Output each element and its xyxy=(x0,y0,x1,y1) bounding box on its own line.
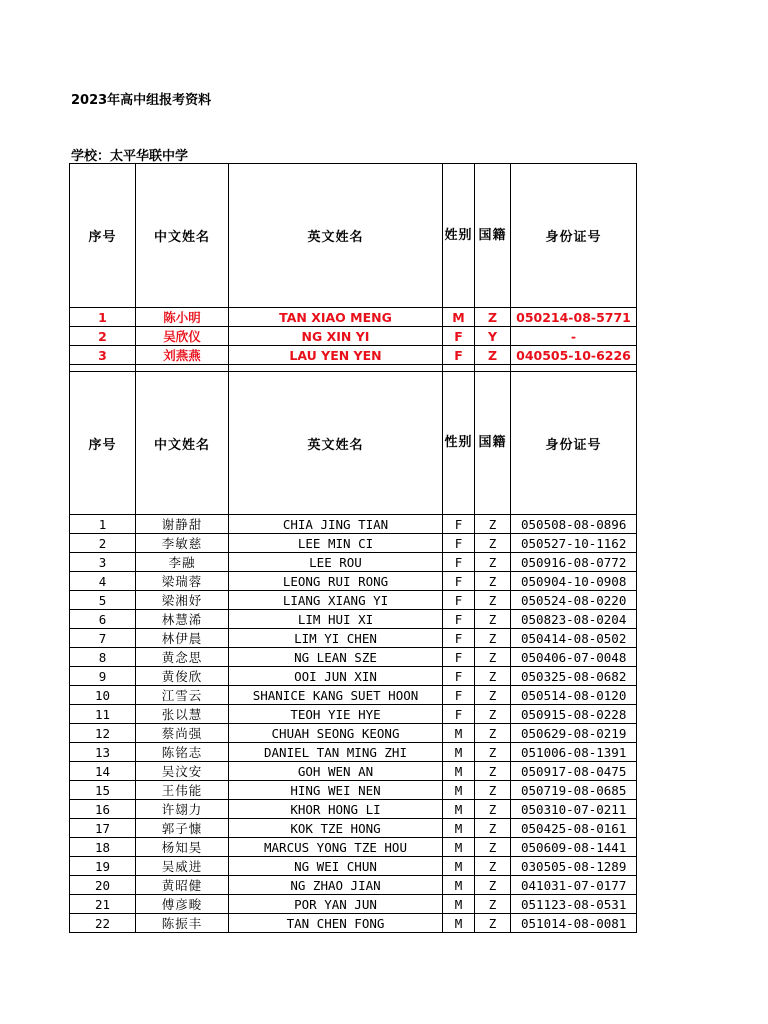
chinese-name-cell: 吴欣仪 xyxy=(136,327,229,346)
table-row xyxy=(70,724,637,743)
nationality-cell: Z xyxy=(475,724,511,743)
row-number-cell: 15 xyxy=(70,781,136,800)
gender-cell: M xyxy=(443,762,475,781)
ic-number-cell: 050524-08-0220 xyxy=(511,591,637,610)
nationality-cell: Z xyxy=(475,572,511,591)
english-name-cell: NG LEAN SZE xyxy=(229,648,443,667)
table-row xyxy=(70,705,637,724)
table-row xyxy=(70,819,637,838)
gender-cell: F xyxy=(443,534,475,553)
row-number-cell: 18 xyxy=(70,838,136,857)
gender-cell: F xyxy=(443,686,475,705)
nationality-cell: Z xyxy=(475,648,511,667)
header-ic: 身份证号 xyxy=(511,164,637,308)
chinese-name-cell: 江雪云 xyxy=(136,686,229,705)
gender-cell: M xyxy=(443,857,475,876)
highlighted-rows xyxy=(70,308,637,365)
student-table xyxy=(69,371,637,933)
nationality-cell: Z xyxy=(475,346,511,365)
ic-number-cell: 050414-08-0502 xyxy=(511,629,637,648)
chinese-name-cell: 刘燕燕 xyxy=(136,346,229,365)
gender-cell: F xyxy=(443,327,475,346)
ic-number-cell: 050310-07-0211 xyxy=(511,800,637,819)
table-row xyxy=(70,610,637,629)
nationality-cell: Z xyxy=(475,857,511,876)
english-name-cell: KHOR HONG LI xyxy=(229,800,443,819)
table-row xyxy=(70,895,637,914)
header-no: 序号 xyxy=(70,372,136,515)
nationality-cell: Z xyxy=(475,838,511,857)
table-row xyxy=(70,876,637,895)
row-number-cell: 7 xyxy=(70,629,136,648)
chinese-name-cell: 郭子慷 xyxy=(136,819,229,838)
gender-cell: F xyxy=(443,515,475,534)
chinese-name-cell: 张以慧 xyxy=(136,705,229,724)
ic-number-cell: 050325-08-0682 xyxy=(511,667,637,686)
nationality-cell: Z xyxy=(475,515,511,534)
chinese-name-cell: 王伟能 xyxy=(136,781,229,800)
row-number-cell: 8 xyxy=(70,648,136,667)
header-gender: 性别 xyxy=(443,372,475,515)
row-number-cell: 6 xyxy=(70,610,136,629)
header-ic: 身份证号 xyxy=(511,372,637,515)
nationality-cell: Z xyxy=(475,686,511,705)
gender-cell: F xyxy=(443,572,475,591)
table-row xyxy=(70,515,637,534)
english-name-cell: NG ZHAO JIAN xyxy=(229,876,443,895)
english-name-cell: OOI JUN XIN xyxy=(229,667,443,686)
row-number-cell: 10 xyxy=(70,686,136,705)
gender-cell: F xyxy=(443,591,475,610)
chinese-name-cell: 吴汶安 xyxy=(136,762,229,781)
row-number-cell: 2 xyxy=(70,327,136,346)
gender-cell: M xyxy=(443,743,475,762)
english-name-cell: LIM HUI XI xyxy=(229,610,443,629)
row-number-cell: 20 xyxy=(70,876,136,895)
chinese-name-cell: 林慧浠 xyxy=(136,610,229,629)
gender-cell: F xyxy=(443,553,475,572)
table-row xyxy=(70,800,637,819)
english-name-cell: CHIA JING TIAN xyxy=(229,515,443,534)
nationality-cell: Z xyxy=(475,895,511,914)
row-number-cell: 14 xyxy=(70,762,136,781)
row-number-cell: 13 xyxy=(70,743,136,762)
english-name-cell: LAU YEN YEN xyxy=(229,346,443,365)
ic-number-cell: - xyxy=(511,327,637,346)
nationality-cell: Z xyxy=(475,553,511,572)
ic-number-cell: 050406-07-0048 xyxy=(511,648,637,667)
english-name-cell: LIANG XIANG YI xyxy=(229,591,443,610)
english-name-cell: NG WEI CHUN xyxy=(229,857,443,876)
chinese-name-cell: 蔡尚强 xyxy=(136,724,229,743)
ic-number-cell: 050514-08-0120 xyxy=(511,686,637,705)
ic-number-cell: 050214-08-5771 xyxy=(511,308,637,327)
school-label: 学校：太平华联中学 xyxy=(71,149,189,164)
gender-cell: M xyxy=(443,724,475,743)
nationality-cell: Z xyxy=(475,308,511,327)
ic-number-cell: 050609-08-1441 xyxy=(511,838,637,857)
english-name-cell: MARCUS YONG TZE HOU xyxy=(229,838,443,857)
gender-cell: M xyxy=(443,876,475,895)
nationality-cell: Z xyxy=(475,914,511,933)
ic-number-cell: 040505-10-6226 xyxy=(511,346,637,365)
ic-number-cell: 051006-08-1391 xyxy=(511,743,637,762)
nationality-cell: Z xyxy=(475,534,511,553)
gender-cell: M xyxy=(443,895,475,914)
nationality-cell: Z xyxy=(475,819,511,838)
ic-number-cell: 050916-08-0772 xyxy=(511,553,637,572)
english-name-cell: TAN XIAO MENG xyxy=(229,308,443,327)
chinese-name-cell: 梁湘妤 xyxy=(136,591,229,610)
nationality-cell: Z xyxy=(475,610,511,629)
document-title: 2023年高中组报考资料 xyxy=(71,93,212,108)
english-name-cell: NG XIN YI xyxy=(229,327,443,346)
header-gender: 姓别 xyxy=(443,164,475,308)
row-number-cell: 11 xyxy=(70,705,136,724)
chinese-name-cell: 黄昭健 xyxy=(136,876,229,895)
nationality-cell: Z xyxy=(475,705,511,724)
ic-number-cell: 050719-08-0685 xyxy=(511,781,637,800)
chinese-name-cell: 陈铭志 xyxy=(136,743,229,762)
table-row xyxy=(70,534,637,553)
table-row xyxy=(70,308,637,327)
nationality-cell: Z xyxy=(475,629,511,648)
chinese-name-cell: 陈小明 xyxy=(136,308,229,327)
row-number-cell: 1 xyxy=(70,515,136,534)
english-name-cell: DANIEL TAN MING ZHI xyxy=(229,743,443,762)
row-number-cell: 9 xyxy=(70,667,136,686)
table-row xyxy=(70,327,637,346)
table-row xyxy=(70,838,637,857)
row-number-cell: 3 xyxy=(70,553,136,572)
nationality-cell: Z xyxy=(475,667,511,686)
row-number-cell: 17 xyxy=(70,819,136,838)
english-name-cell: GOH WEN AN xyxy=(229,762,443,781)
english-name-cell: TAN CHEN FONG xyxy=(229,914,443,933)
nationality-cell: Z xyxy=(475,876,511,895)
english-name-cell: LEE MIN CI xyxy=(229,534,443,553)
row-number-cell: 22 xyxy=(70,914,136,933)
ic-number-cell: 051123-08-0531 xyxy=(511,895,637,914)
nationality-cell: Z xyxy=(475,800,511,819)
table-row xyxy=(70,743,637,762)
row-number-cell: 2 xyxy=(70,534,136,553)
header-nationality: 国籍 xyxy=(475,372,511,515)
chinese-name-cell: 谢静甜 xyxy=(136,515,229,534)
chinese-name-cell: 杨知昊 xyxy=(136,838,229,857)
nationality-cell: Z xyxy=(475,591,511,610)
table-row xyxy=(70,686,637,705)
chinese-name-cell: 黄念思 xyxy=(136,648,229,667)
header-en-name: 英文姓名 xyxy=(229,164,443,308)
english-name-cell: LEE ROU xyxy=(229,553,443,572)
chinese-name-cell: 李敏慈 xyxy=(136,534,229,553)
nationality-cell: Z xyxy=(475,743,511,762)
gender-cell: F xyxy=(443,610,475,629)
ic-number-cell: 050904-10-0908 xyxy=(511,572,637,591)
ic-number-cell: 041031-07-0177 xyxy=(511,876,637,895)
english-name-cell: SHANICE KANG SUET HOON xyxy=(229,686,443,705)
english-name-cell: LEONG RUI RONG xyxy=(229,572,443,591)
chinese-name-cell: 梁瑞蓉 xyxy=(136,572,229,591)
table-row xyxy=(70,667,637,686)
row-number-cell: 16 xyxy=(70,800,136,819)
table-row xyxy=(70,857,637,876)
chinese-name-cell: 陈振丰 xyxy=(136,914,229,933)
english-name-cell: POR YAN JUN xyxy=(229,895,443,914)
nationality-cell: Y xyxy=(475,327,511,346)
ic-number-cell: 030505-08-1289 xyxy=(511,857,637,876)
row-number-cell: 1 xyxy=(70,308,136,327)
chinese-name-cell: 黄俊欣 xyxy=(136,667,229,686)
english-name-cell: TEOH YIE HYE xyxy=(229,705,443,724)
english-name-cell: CHUAH SEONG KEONG xyxy=(229,724,443,743)
gender-cell: M xyxy=(443,838,475,857)
chinese-name-cell: 许翃力 xyxy=(136,800,229,819)
table-row xyxy=(70,572,637,591)
row-number-cell: 5 xyxy=(70,591,136,610)
chinese-name-cell: 傅彦畯 xyxy=(136,895,229,914)
chinese-name-cell: 林伊晨 xyxy=(136,629,229,648)
ic-number-cell: 051014-08-0081 xyxy=(511,914,637,933)
table-row xyxy=(70,914,637,933)
table-row xyxy=(70,629,637,648)
table-row xyxy=(70,762,637,781)
chinese-name-cell: 李融 xyxy=(136,553,229,572)
highlighted-table xyxy=(69,163,637,372)
table-row xyxy=(70,648,637,667)
row-number-cell: 21 xyxy=(70,895,136,914)
header-no: 序号 xyxy=(70,164,136,308)
row-number-cell: 3 xyxy=(70,346,136,365)
header-cn-name: 中文姓名 xyxy=(136,164,229,308)
english-name-cell: LIM YI CHEN xyxy=(229,629,443,648)
gender-cell: M xyxy=(443,914,475,933)
row-number-cell: 4 xyxy=(70,572,136,591)
nationality-cell: Z xyxy=(475,781,511,800)
student-rows xyxy=(70,515,637,933)
ic-number-cell: 050823-08-0204 xyxy=(511,610,637,629)
gender-cell: F xyxy=(443,667,475,686)
table-row xyxy=(70,553,637,572)
row-number-cell: 19 xyxy=(70,857,136,876)
gender-cell: M xyxy=(443,800,475,819)
gender-cell: F xyxy=(443,629,475,648)
ic-number-cell: 050425-08-0161 xyxy=(511,819,637,838)
gender-cell: F xyxy=(443,346,475,365)
header-cn-name: 中文姓名 xyxy=(136,372,229,515)
header-en-name: 英文姓名 xyxy=(229,372,443,515)
ic-number-cell: 050629-08-0219 xyxy=(511,724,637,743)
english-name-cell: KOK TZE HONG xyxy=(229,819,443,838)
gender-cell: F xyxy=(443,648,475,667)
gender-cell: M xyxy=(443,819,475,838)
gender-cell: M xyxy=(443,781,475,800)
table-row xyxy=(70,346,637,365)
gender-cell: M xyxy=(443,308,475,327)
row-number-cell: 12 xyxy=(70,724,136,743)
ic-number-cell: 050527-10-1162 xyxy=(511,534,637,553)
english-name-cell: HING WEI NEN xyxy=(229,781,443,800)
chinese-name-cell: 吴威进 xyxy=(136,857,229,876)
ic-number-cell: 050508-08-0896 xyxy=(511,515,637,534)
ic-number-cell: 050915-08-0228 xyxy=(511,705,637,724)
nationality-cell: Z xyxy=(475,762,511,781)
ic-number-cell: 050917-08-0475 xyxy=(511,762,637,781)
header-nationality: 国籍 xyxy=(475,164,511,308)
table-row xyxy=(70,781,637,800)
table-row xyxy=(70,591,637,610)
gender-cell: F xyxy=(443,705,475,724)
